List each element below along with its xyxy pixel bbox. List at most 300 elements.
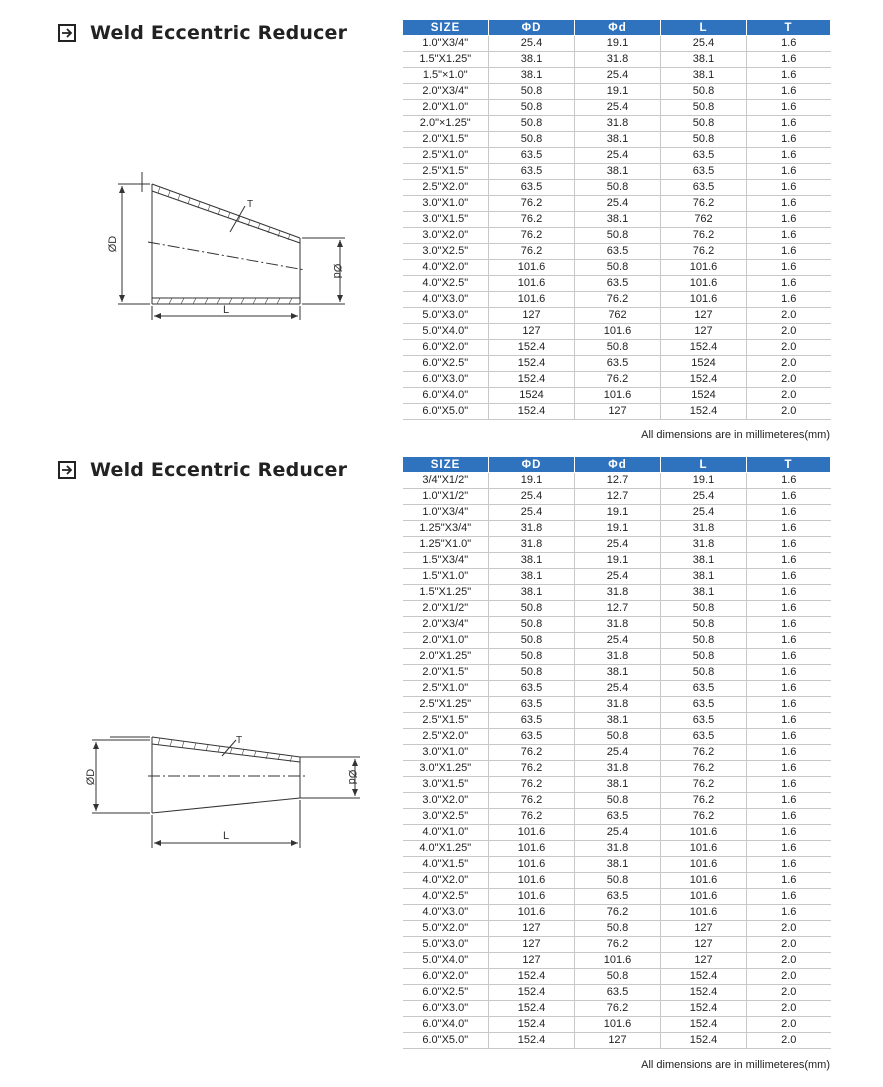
table-cell: 63.5 [489,697,575,713]
table-cell: 19.1 [575,84,661,100]
table-cell: 2.0"X1.0" [403,100,489,116]
table-row [403,388,831,404]
table-cell: 3.0"X1.25" [403,761,489,777]
table-cell: 76.2 [661,196,747,212]
column-header: SIZE [403,457,489,473]
table-cell: 1.6 [747,873,831,889]
table-cell: 1.6 [747,52,831,68]
table-row [403,633,831,649]
table-cell: 1.6 [747,553,831,569]
table-row [403,969,831,985]
table-cell: 31.8 [575,52,661,68]
table-cell: 76.2 [489,793,575,809]
table-cell: 2.0 [747,340,831,356]
table-row [403,553,831,569]
table-cell: 1.5"X1.25" [403,585,489,601]
table-cell: 152.4 [661,1033,747,1049]
table-cell: 19.1 [575,521,661,537]
table-cell: 19.1 [489,473,575,489]
table-cell: 25.4 [575,825,661,841]
table-cell: 50.8 [661,132,747,148]
table-cell: 2.0 [747,308,831,324]
table-cell: 2.0 [747,953,831,969]
table-cell: 1.6 [747,84,831,100]
table-row [403,761,831,777]
table-cell: 1.6 [747,276,831,292]
table-cell: 5.0"X2.0" [403,921,489,937]
table-cell: 4.0"X2.5" [403,889,489,905]
table-cell: 38.1 [575,777,661,793]
table-row [403,985,831,1001]
table-cell: 1.6 [747,473,831,489]
table-row [403,36,831,52]
table-cell: 50.8 [575,729,661,745]
table-row [403,809,831,825]
table-cell: 1.6 [747,569,831,585]
table-cell: 101.6 [661,889,747,905]
table-cell: 3.0"X1.0" [403,196,489,212]
table-cell: 50.8 [489,617,575,633]
table-cell: 31.8 [575,649,661,665]
table-row [403,489,831,505]
table-cell: 76.2 [575,905,661,921]
table-row [403,777,831,793]
table-cell: 1.6 [747,633,831,649]
table-cell: 1.6 [747,505,831,521]
section2-units-note: All dimensions are in millimeteres(mm) [641,1059,830,1071]
table-cell: 1.6 [747,164,831,180]
table-cell: 2.0 [747,937,831,953]
section2-label-D: ØD [85,768,97,786]
table-row [403,276,831,292]
table-cell: 76.2 [489,212,575,228]
table-cell: 76.2 [489,809,575,825]
table-cell: 152.4 [661,1001,747,1017]
table-cell: 127 [661,953,747,969]
section1-units-note: All dimensions are in millimeteres(mm) [641,429,830,441]
table-cell: 50.8 [661,633,747,649]
table-cell: 1.6 [747,617,831,633]
table-cell: 4.0"X3.0" [403,292,489,308]
table-cell: 76.2 [661,761,747,777]
table-cell: 4.0"X2.0" [403,873,489,889]
table-cell: 31.8 [661,521,747,537]
table-row [403,713,831,729]
table-cell: 101.6 [489,825,575,841]
table-cell: 2.0 [747,1033,831,1049]
table-cell: 4.0"X2.5" [403,276,489,292]
table-cell: 76.2 [575,1001,661,1017]
table-cell: 19.1 [575,553,661,569]
table-cell: 38.1 [575,212,661,228]
table-cell: 63.5 [489,681,575,697]
table-cell: 2.5"X1.5" [403,164,489,180]
table-cell: 2.0"X1.25" [403,649,489,665]
table-cell: 50.8 [575,969,661,985]
table-cell: 50.8 [575,921,661,937]
table-cell: 127 [489,324,575,340]
table-cell: 6.0"X3.0" [403,372,489,388]
table-cell: 2.0 [747,969,831,985]
table-cell: 2.0 [747,985,831,1001]
table-cell: 76.2 [661,244,747,260]
table-cell: 2.5"X1.5" [403,713,489,729]
table-cell: 127 [489,937,575,953]
table-row [403,937,831,953]
table-cell: 1.0"X3/4" [403,36,489,52]
table-cell: 152.4 [661,969,747,985]
table-cell: 50.8 [489,601,575,617]
column-header: Φd [575,457,661,473]
table-cell: 101.6 [661,873,747,889]
table-cell: 1.5"X1.25" [403,52,489,68]
table-cell: 3/4"X1/2" [403,473,489,489]
table-row [403,889,831,905]
table-cell: 1.25"X1.0" [403,537,489,553]
table-row [403,921,831,937]
section1-label-T: T [247,199,254,210]
table-cell: 38.1 [489,553,575,569]
table-cell: 31.8 [575,585,661,601]
table-cell: 101.6 [661,260,747,276]
table-cell: 38.1 [575,665,661,681]
table-cell: 1.6 [747,729,831,745]
table-cell: 50.8 [489,100,575,116]
table-cell: 1.6 [747,521,831,537]
table-cell: 12.7 [575,489,661,505]
table-cell: 38.1 [661,569,747,585]
table-cell: 3.0"X2.0" [403,793,489,809]
table-cell: 152.4 [489,1001,575,1017]
section2-reducer-drawing [85,725,370,855]
table-row [403,841,831,857]
table-cell: 76.2 [489,196,575,212]
section1-title: Weld Eccentric Reducer [90,22,348,44]
section2-heading [58,459,347,481]
table-cell: 1.6 [747,212,831,228]
table-cell: 31.8 [575,841,661,857]
table-cell: 76.2 [661,777,747,793]
table-cell: 76.2 [489,228,575,244]
table-cell: 1.6 [747,681,831,697]
table-row [403,905,831,921]
table-cell: 38.1 [489,585,575,601]
table-cell: 63.5 [575,244,661,260]
column-header: SIZE [403,20,489,36]
table-cell: 152.4 [661,1017,747,1033]
table-cell: 127 [575,404,661,420]
table-row [403,212,831,228]
table-cell: 25.4 [575,100,661,116]
table-row [403,1033,831,1049]
table-cell: 3.0"X2.0" [403,228,489,244]
table-cell: 63.5 [489,164,575,180]
table-cell: 2.0 [747,388,831,404]
column-header: ΦD [489,20,575,36]
table-cell: 38.1 [489,68,575,84]
table-cell: 5.0"X4.0" [403,953,489,969]
table-cell: 25.4 [575,569,661,585]
table-cell: 1.6 [747,841,831,857]
table-cell: 25.4 [661,36,747,52]
table-cell: 1.6 [747,132,831,148]
table-cell: 1.6 [747,537,831,553]
table-cell: 50.8 [575,228,661,244]
table-row [403,521,831,537]
table-cell: 2.0 [747,1017,831,1033]
table-cell: 101.6 [575,388,661,404]
table-cell: 1.0"X1/2" [403,489,489,505]
table-cell: 1.6 [747,100,831,116]
table-cell: 1524 [489,388,575,404]
table-cell: 6.0"X4.0" [403,388,489,404]
table-cell: 2.0 [747,356,831,372]
table-row [403,681,831,697]
table-cell: 76.2 [575,372,661,388]
table-cell: 1.6 [747,148,831,164]
table-cell: 76.2 [489,244,575,260]
table-cell: 2.0"X1.5" [403,132,489,148]
table-cell: 2.0 [747,404,831,420]
table-cell: 152.4 [489,1033,575,1049]
table-cell: 50.8 [489,84,575,100]
table-cell: 76.2 [661,809,747,825]
table-cell: 19.1 [575,36,661,52]
section2-title: Weld Eccentric Reducer [90,459,348,481]
table-cell: 38.1 [575,857,661,873]
table-row [403,473,831,489]
table-cell: 25.4 [575,633,661,649]
table-cell: 152.4 [489,1017,575,1033]
table-row [403,68,831,84]
table-cell: 2.0 [747,1001,831,1017]
table-cell: 63.5 [661,681,747,697]
table-cell: 2.0"X1.0" [403,633,489,649]
table-cell: 2.5"X2.0" [403,729,489,745]
table-cell: 3.0"X2.5" [403,809,489,825]
table-cell: 63.5 [661,180,747,196]
table-cell: 50.8 [575,180,661,196]
table-cell: 25.4 [661,505,747,521]
table-cell: 2.0 [747,921,831,937]
table-cell: 31.8 [575,761,661,777]
table-cell: 101.6 [575,953,661,969]
table-cell: 2.0"X1/2" [403,601,489,617]
table-cell: 101.6 [489,260,575,276]
table-cell: 2.0"X3/4" [403,84,489,100]
table-cell: 101.6 [489,905,575,921]
table-cell: 127 [575,1033,661,1049]
table-cell: 38.1 [661,52,747,68]
table-cell: 6.0"X4.0" [403,1017,489,1033]
table-row [403,585,831,601]
table-cell: 1.6 [747,793,831,809]
column-header: L [661,20,747,36]
table-cell: 50.8 [489,132,575,148]
table-cell: 25.4 [575,68,661,84]
table-row [403,601,831,617]
table-cell: 25.4 [661,489,747,505]
table-cell: 76.2 [575,292,661,308]
table-cell: 1.6 [747,292,831,308]
table-cell: 762 [661,212,747,228]
table-row [403,180,831,196]
table-row [403,537,831,553]
table-cell: 101.6 [661,905,747,921]
table-row [403,292,831,308]
table-cell: 50.8 [575,260,661,276]
arrow-right-box-icon [58,24,76,42]
table-cell: 6.0"X5.0" [403,1033,489,1049]
table-cell: 38.1 [575,132,661,148]
table-row [403,324,831,340]
table-cell: 12.7 [575,601,661,617]
table-row [403,745,831,761]
table-cell: 50.8 [661,601,747,617]
table-row [403,100,831,116]
table-cell: 6.0"X2.0" [403,340,489,356]
table-cell: 152.4 [661,372,747,388]
arrow-right-box-icon [58,461,76,479]
table-cell: 25.4 [575,745,661,761]
section2-spec-table [402,456,831,1049]
table-row [403,84,831,100]
table-cell: 12.7 [575,473,661,489]
table-cell: 50.8 [575,340,661,356]
table-cell: 101.6 [575,1017,661,1033]
table-row [403,617,831,633]
table-cell: 25.4 [575,681,661,697]
table-cell: 1.6 [747,649,831,665]
table-cell: 2.5"X1.0" [403,681,489,697]
table-row [403,697,831,713]
section2-label-T: T [236,735,243,746]
table-cell: 6.0"X2.0" [403,969,489,985]
table-cell: 38.1 [661,585,747,601]
table-row [403,649,831,665]
section1-heading [58,22,347,44]
table-cell: 38.1 [575,713,661,729]
table-cell: 1.0"X3/4" [403,505,489,521]
table-cell: 101.6 [661,292,747,308]
table-cell: 152.4 [489,340,575,356]
table-cell: 31.8 [489,537,575,553]
table-cell: 38.1 [575,164,661,180]
table-cell: 76.2 [661,745,747,761]
table-cell: 76.2 [661,793,747,809]
table-cell: 127 [661,324,747,340]
table-cell: 2.5"X1.0" [403,148,489,164]
table-cell: 4.0"X3.0" [403,905,489,921]
table-cell: 101.6 [489,873,575,889]
table-cell: 101.6 [489,889,575,905]
table-cell: 19.1 [575,505,661,521]
table-cell: 50.8 [661,116,747,132]
section1-label-d: Ød [331,263,343,279]
table-cell: 1.25"X3/4" [403,521,489,537]
table-cell: 2.0 [747,324,831,340]
table-cell: 5.0"X3.0" [403,937,489,953]
table-cell: 1.6 [747,713,831,729]
table-row [403,1001,831,1017]
table-cell: 50.8 [575,873,661,889]
table-cell: 31.8 [489,521,575,537]
table-cell: 76.2 [489,761,575,777]
table-row [403,260,831,276]
table-cell: 2.0"X1.5" [403,665,489,681]
section1-reducer-drawing [100,165,343,325]
table-row [403,873,831,889]
table-cell: 5.0"X3.0" [403,308,489,324]
table-cell: 1.6 [747,825,831,841]
table-cell: 76.2 [489,745,575,761]
table-cell: 50.8 [489,649,575,665]
section2-label-d: Ød [346,769,358,785]
column-header: L [661,457,747,473]
table-cell: 50.8 [661,100,747,116]
table-cell: 152.4 [489,985,575,1001]
table-cell: 152.4 [661,404,747,420]
table-cell: 1.6 [747,857,831,873]
table-cell: 1.5"X1.0" [403,569,489,585]
table-row [403,793,831,809]
table-row [403,164,831,180]
column-header: ΦD [489,457,575,473]
table-cell: 38.1 [661,68,747,84]
table-cell: 31.8 [661,537,747,553]
table-cell: 63.5 [489,180,575,196]
table-cell: 31.8 [575,116,661,132]
column-header: Φd [575,20,661,36]
table-cell: 63.5 [661,697,747,713]
table-cell: 63.5 [489,729,575,745]
table-cell: 38.1 [489,52,575,68]
table-cell: 101.6 [489,857,575,873]
table-row [403,857,831,873]
table-cell: 127 [489,953,575,969]
table-cell: 50.8 [661,617,747,633]
table-cell: 3.0"X2.5" [403,244,489,260]
table-cell: 4.0"X1.0" [403,825,489,841]
table-cell: 63.5 [489,713,575,729]
table-row [403,132,831,148]
table-cell: 1.6 [747,228,831,244]
table-cell: 3.0"X1.5" [403,777,489,793]
section1-spec-table [402,19,831,420]
table-cell: 1.6 [747,697,831,713]
table-cell: 3.0"X1.5" [403,212,489,228]
table-cell: 101.6 [661,857,747,873]
table-header-row [403,457,831,473]
table-cell: 4.0"X1.25" [403,841,489,857]
table-row [403,729,831,745]
table-cell: 101.6 [489,292,575,308]
column-header: T [747,20,831,36]
table-cell: 1524 [661,388,747,404]
table-cell: 38.1 [489,569,575,585]
table-row [403,308,831,324]
table-cell: 1.6 [747,809,831,825]
table-cell: 63.5 [661,164,747,180]
table-cell: 50.8 [661,84,747,100]
table-row [403,1017,831,1033]
table-cell: 101.6 [489,276,575,292]
table-cell: 63.5 [661,729,747,745]
table-cell: 2.5"X2.0" [403,180,489,196]
table-cell: 25.4 [575,196,661,212]
table-cell: 152.4 [489,404,575,420]
table-cell: 63.5 [575,889,661,905]
